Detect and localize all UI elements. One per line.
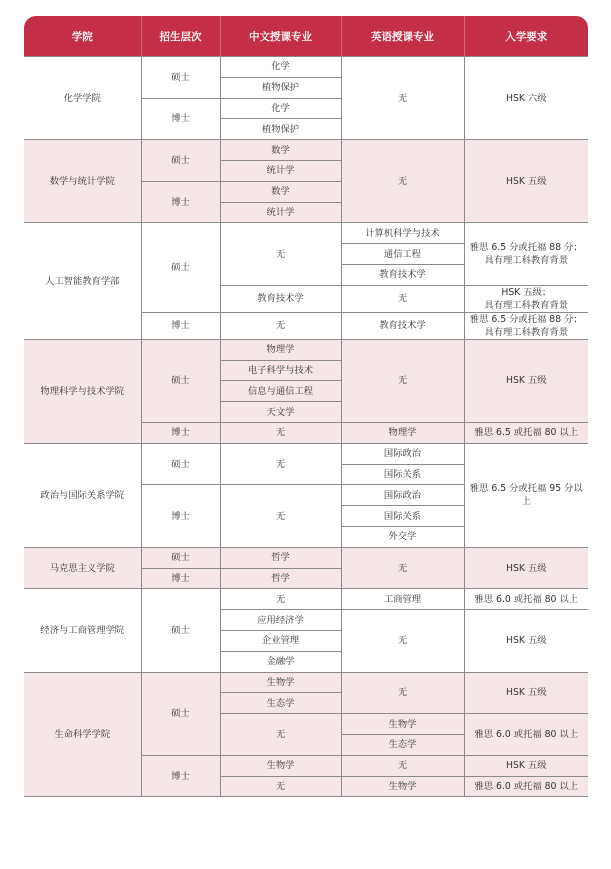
- table-cell: [220, 312, 341, 339]
- table-row: [24, 57, 588, 78]
- cell-text: 无: [397, 92, 408, 104]
- table-cell: [24, 140, 141, 223]
- table-cell: [220, 776, 341, 797]
- table-cell: [141, 568, 220, 589]
- table-cell: [24, 57, 141, 140]
- table-cell: [220, 547, 341, 568]
- table-cell: [464, 223, 588, 285]
- cell-text: 统计学: [266, 165, 295, 177]
- cell-text: 化学: [271, 61, 290, 73]
- cell-text: HSK 五级: [505, 687, 547, 699]
- cell-text: 国际关系: [383, 510, 422, 522]
- table-cell: [464, 339, 588, 422]
- cell-text: 雅思 6.0 或托福 80 以上: [474, 593, 578, 605]
- table-cell: [341, 734, 464, 755]
- table-cell: [464, 755, 588, 776]
- table-cell: [341, 610, 464, 672]
- table-cell: [24, 589, 141, 672]
- table-cell: [464, 57, 588, 140]
- table-cell: [220, 360, 341, 381]
- table-cell: [141, 98, 220, 140]
- table-cell: [341, 223, 464, 244]
- table-cell: [141, 755, 220, 797]
- table-row: [24, 589, 588, 610]
- table-cell: [141, 339, 220, 422]
- table-cell: [341, 589, 464, 610]
- table-cell: [141, 547, 220, 568]
- table-cell: [220, 672, 341, 693]
- cell-text: HSK 五级: [505, 635, 547, 647]
- table-row: [24, 443, 588, 464]
- table-cell: [24, 339, 141, 443]
- table-cell: [341, 443, 464, 464]
- cell-text: HSK 五级: [505, 760, 547, 772]
- cell-text: 雅思 6.0 或托福 80 以上: [474, 728, 578, 740]
- cell-text: 经济与工商管理学院: [40, 624, 125, 636]
- table-cell: [464, 285, 588, 312]
- table-cell: [220, 714, 341, 756]
- cell-text: 硕士: [171, 624, 190, 636]
- table-cell: [220, 568, 341, 589]
- table-cell: [341, 485, 464, 506]
- cell-text: 金融学: [266, 656, 295, 668]
- header-english-majors: 英语授课专业: [341, 16, 464, 57]
- cell-text: 生物学: [266, 760, 295, 772]
- cell-text: 博士: [171, 320, 190, 332]
- cell-text: 教育技术学: [379, 320, 426, 332]
- cell-text: 硕士: [171, 458, 190, 470]
- cell-text: 无: [397, 687, 408, 699]
- cell-text: 数学: [271, 144, 290, 156]
- cell-text: 硕士: [171, 262, 190, 274]
- cell-text: 国际政治: [383, 448, 422, 460]
- table-cell: [341, 776, 464, 797]
- cell-text: 博士: [171, 196, 190, 208]
- cell-text: 无: [275, 427, 286, 439]
- cell-text: 博士: [171, 510, 190, 522]
- cell-text: 教育技术学: [257, 293, 304, 305]
- cell-text: 无: [275, 320, 286, 332]
- cell-text: HSK 五级；: [501, 286, 552, 298]
- table-cell: [220, 160, 341, 181]
- table-row: [24, 547, 588, 568]
- table-cell: [220, 98, 341, 119]
- table-cell: [341, 285, 464, 312]
- table-cell: [464, 776, 588, 797]
- table-cell: [220, 693, 341, 714]
- cell-text: 硕士: [171, 375, 190, 387]
- table-header-row: [24, 16, 588, 57]
- table-cell: [141, 140, 220, 182]
- cell-text: 无: [397, 635, 408, 647]
- table-cell: [220, 610, 341, 631]
- table-cell: [220, 589, 341, 610]
- table-row: [24, 140, 588, 161]
- cell-text: 政治与国际关系学院: [40, 489, 125, 501]
- cell-text: HSK 五级: [505, 562, 547, 574]
- table-cell: [141, 422, 220, 443]
- cell-text: 电子科学与技术: [247, 364, 314, 376]
- admissions-table: [24, 16, 588, 797]
- table-cell: [464, 589, 588, 610]
- cell-text: 生物学: [388, 780, 417, 792]
- cell-text: 生态学: [388, 739, 417, 751]
- table-cell: [464, 547, 588, 589]
- cell-text: 无: [275, 458, 286, 470]
- cell-text: 博士: [171, 572, 190, 584]
- table-cell: [341, 57, 464, 140]
- table-cell: [24, 672, 141, 797]
- cell-text-line2: 具有理工科教育背景: [484, 299, 569, 311]
- table-cell: [141, 57, 220, 99]
- cell-text: 生命科学学院: [54, 728, 111, 740]
- table-cell: [220, 755, 341, 776]
- table-cell: [141, 223, 220, 312]
- table-cell: [24, 547, 141, 589]
- table-cell: [341, 464, 464, 485]
- cell-text: 博士: [171, 770, 190, 782]
- cell-text: 哲学: [271, 572, 290, 584]
- table-cell: [220, 202, 341, 223]
- table-cell: [220, 651, 341, 672]
- cell-text: HSK 六级: [505, 92, 547, 104]
- table-cell: [341, 244, 464, 265]
- table-cell: [220, 443, 341, 485]
- cell-text-line2: 具有理工科教育背景: [484, 255, 569, 267]
- cell-text: 马克思主义学院: [49, 562, 115, 574]
- cell-text: 教育技术学: [379, 269, 426, 281]
- cell-text: 化学: [271, 102, 290, 114]
- header-level: 招生层次: [141, 16, 220, 57]
- cell-text: 雅思 6.5 或托福 80 以上: [474, 427, 578, 439]
- table-cell: [141, 312, 220, 339]
- table-cell: [220, 181, 341, 202]
- table-cell: [464, 312, 588, 339]
- cell-text: 生物学: [388, 718, 417, 730]
- cell-text: 无: [397, 175, 408, 187]
- cell-text: 无: [275, 510, 286, 522]
- cell-text: 工商管理: [383, 593, 422, 605]
- table-cell: [341, 506, 464, 527]
- table-cell: [220, 630, 341, 651]
- cell-text: HSK 五级: [505, 175, 547, 187]
- cell-text: 无: [275, 593, 286, 605]
- cell-text: 无: [397, 760, 408, 772]
- table-cell: [341, 264, 464, 285]
- table-cell: [464, 610, 588, 672]
- cell-text: 国际关系: [383, 468, 422, 480]
- cell-text: 硕士: [171, 71, 190, 83]
- table-row: [24, 672, 588, 693]
- cell-text: 无: [397, 293, 408, 305]
- header-chinese-majors: 中文授课专业: [220, 16, 341, 57]
- table-body: [24, 57, 588, 797]
- table-cell: [220, 140, 341, 161]
- cell-text: 哲学: [271, 552, 290, 564]
- table-cell: [220, 77, 341, 98]
- table-cell: [220, 485, 341, 547]
- cell-text: 雅思 6.5 分或托福 88 分；: [469, 313, 583, 325]
- cell-text: 硕士: [171, 552, 190, 564]
- cell-text: 通信工程: [383, 248, 422, 260]
- table-cell: [341, 526, 464, 547]
- cell-text: 外交学: [388, 531, 417, 543]
- table-row: [24, 339, 588, 360]
- table-cell: [341, 339, 464, 422]
- table-cell: [341, 312, 464, 339]
- table-cell: [220, 57, 341, 78]
- cell-text: 物理学: [388, 427, 417, 439]
- cell-text: 无: [397, 562, 408, 574]
- cell-text: 无: [275, 780, 286, 792]
- table-row: [24, 223, 588, 244]
- table-cell: [220, 339, 341, 360]
- table-cell: [464, 672, 588, 714]
- cell-text: 企业管理: [261, 635, 300, 647]
- table-cell: [220, 422, 341, 443]
- table-cell: [24, 443, 141, 547]
- table-cell: [464, 443, 588, 547]
- cell-text: 生态学: [266, 697, 295, 709]
- cell-text: 计算机科学与技术: [365, 227, 440, 239]
- cell-text: 生物学: [266, 676, 295, 688]
- cell-text: 化学学院: [63, 92, 101, 104]
- cell-text: 博士: [171, 113, 190, 125]
- table-cell: [341, 547, 464, 589]
- cell-text: 硕士: [171, 708, 190, 720]
- table-cell: [220, 381, 341, 402]
- table-cell: [141, 443, 220, 485]
- table-cell: [220, 285, 341, 312]
- cell-text: 植物保护: [261, 123, 300, 135]
- cell-text: 统计学: [266, 206, 295, 218]
- cell-text: 雅思 6.5 分或托福 88 分；: [469, 242, 583, 254]
- cell-text: 博士: [171, 427, 190, 439]
- table-cell: [464, 422, 588, 443]
- header-college: 学院: [24, 16, 141, 57]
- table-cell: [220, 223, 341, 285]
- table-cell: [341, 422, 464, 443]
- table-cell: [24, 223, 141, 339]
- cell-text: 应用经济学: [257, 614, 304, 626]
- table-cell: [141, 672, 220, 755]
- table-cell: [341, 714, 464, 735]
- table-cell: [141, 589, 220, 672]
- header-requirements: 入学要求: [464, 16, 588, 57]
- table-cell: [341, 140, 464, 223]
- cell-text: 无: [275, 248, 286, 260]
- table-cell: [464, 714, 588, 756]
- cell-text: 无: [275, 728, 286, 740]
- cell-text: 人工智能教育学部: [45, 275, 120, 287]
- cell-text-line2: 具有理工科教育背景: [484, 326, 569, 338]
- cell-text: 信息与通信工程: [247, 385, 314, 397]
- table-cell: [141, 181, 220, 223]
- cell-text: HSK 五级: [505, 375, 547, 387]
- cell-text: 国际政治: [383, 489, 422, 501]
- cell-text: 雅思 6.0 或托福 80 以上: [474, 780, 578, 792]
- cell-text: 植物保护: [261, 82, 300, 94]
- cell-text: 硕士: [171, 154, 190, 166]
- cell-text: 雅思 6.5 分或托福 95 分以上: [469, 483, 583, 508]
- table-cell: [464, 140, 588, 223]
- table-cell: [341, 755, 464, 776]
- cell-text: 物理科学与技术学院: [40, 385, 125, 397]
- cell-text: 数学: [271, 186, 290, 198]
- cell-text: 数学与统计学院: [49, 175, 115, 187]
- table-cell: [141, 485, 220, 547]
- cell-text: 无: [397, 375, 408, 387]
- cell-text: 天文学: [266, 406, 295, 418]
- cell-text: 物理学: [266, 344, 295, 356]
- table-cell: [220, 119, 341, 140]
- table-cell: [220, 402, 341, 423]
- table-cell: [341, 672, 464, 714]
